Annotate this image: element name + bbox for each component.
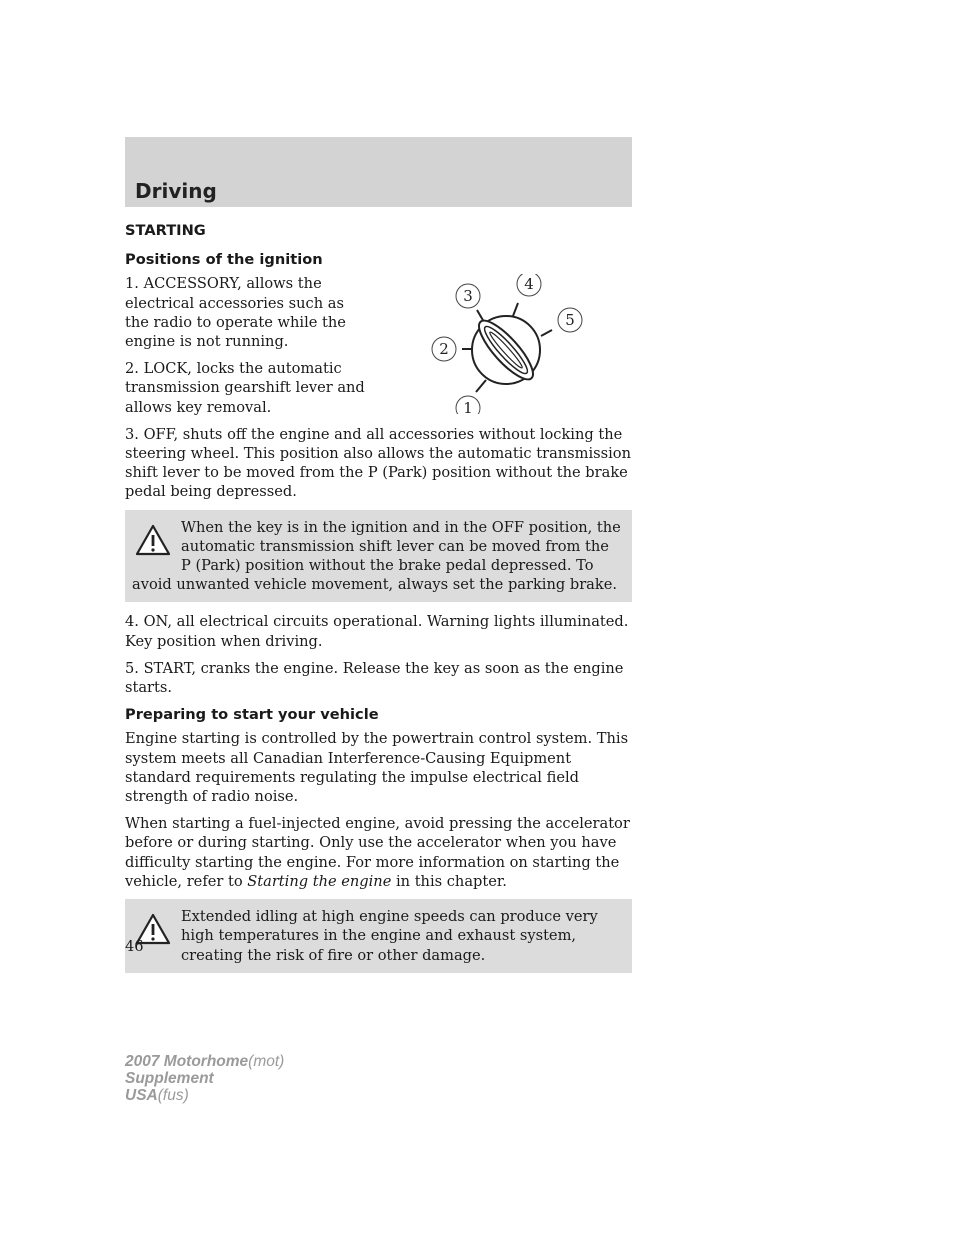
paragraph-on: 4. ON, all electrical circuits operational. Warning lights illuminated. Key position when driving. <box>125 613 629 650</box>
svg-text:3: 3 <box>463 287 473 306</box>
page-content <box>125 213 632 983</box>
section-title: STARTING <box>125 222 206 239</box>
fuel-text-a: When starting a fuel-injected engine, avoid pressing the accelerator before or during starting. Only use the accelerator when you have difficulty starting the engine. For more information on starting the vehicle, refer to <box>125 815 630 890</box>
position-label-2 <box>432 337 456 361</box>
page-number: 46 <box>125 938 144 955</box>
footer-line-3 <box>125 1087 284 1104</box>
paragraph-fuel-injected <box>125 814 632 891</box>
warning-text-idling: Extended idling at high engine speeds can produce very high temperatures in the engine and exhaust system, creating the risk of fire or other damage. <box>181 908 598 964</box>
prep-heading: Preparing to start your vehicle <box>125 706 379 724</box>
position-label-1 <box>456 396 480 414</box>
position-label-4 <box>517 274 541 296</box>
ignition-heading: Positions of the ignition <box>125 251 323 269</box>
tick-5 <box>541 330 552 336</box>
ignition-switch-illustration <box>377 274 632 414</box>
svg-text:1: 1 <box>463 399 473 415</box>
footer-model: 2007 Motorhome <box>125 1053 249 1070</box>
tick-4 <box>513 303 518 316</box>
header-band <box>125 137 632 207</box>
position-label-5 <box>558 308 582 332</box>
paragraph-lock: 2. LOCK, locks the automatic transmission gearshift lever and allows key removal. <box>125 360 365 416</box>
fuel-text-b: in this chapter. <box>395 872 507 890</box>
footer-line-1 <box>125 1053 284 1070</box>
footer-market: USA <box>125 1087 158 1104</box>
warning-triangle-icon <box>135 524 171 556</box>
ignition-diagram <box>377 274 632 414</box>
tick-1 <box>476 380 486 392</box>
footer-market-code: (fus) <box>157 1087 189 1104</box>
paragraph-accessory: 1. ACCESSORY, allows the electrical accessories such as the radio to operate while the engine is not running. <box>125 275 346 351</box>
svg-text:5: 5 <box>565 311 575 330</box>
warning-box-idling <box>125 899 632 973</box>
svg-text:4: 4 <box>524 275 534 294</box>
paragraph-off: 3. OFF, shuts off the engine and all accessories without locking the steering wheel. This position also allows the automatic transmission shift lever to be moved from the P (Park) position without the brake pedal being depressed. <box>125 425 631 501</box>
starting-engine-reference: Starting the engine <box>247 872 392 890</box>
warning-box-off <box>125 510 632 603</box>
footer-model-code: (mot) <box>248 1053 285 1070</box>
position-label-3 <box>456 284 480 308</box>
svg-text:2: 2 <box>439 340 449 359</box>
footer-edition <box>125 1053 284 1104</box>
paragraph-powertrain: Engine starting is controlled by the powertrain control system. This system meets all Canadian Interference-Causing Equipment standard requirements regulating the impulse electrical field strength of radio noise. <box>125 730 629 806</box>
warning-text-off: When the key is in the ignition and in the OFF position, the automatic transmission shift lever can be moved from the P (Park) position without the brake pedal depressed. To avoid unwanted vehicle movement, always set the parking brake. <box>132 518 621 594</box>
page-header-title: Driving <box>135 179 217 203</box>
paragraph-start: 5. START, cranks the engine. Release the key as soon as the engine starts. <box>125 659 624 697</box>
footer-line-2: Supplement <box>125 1070 214 1087</box>
